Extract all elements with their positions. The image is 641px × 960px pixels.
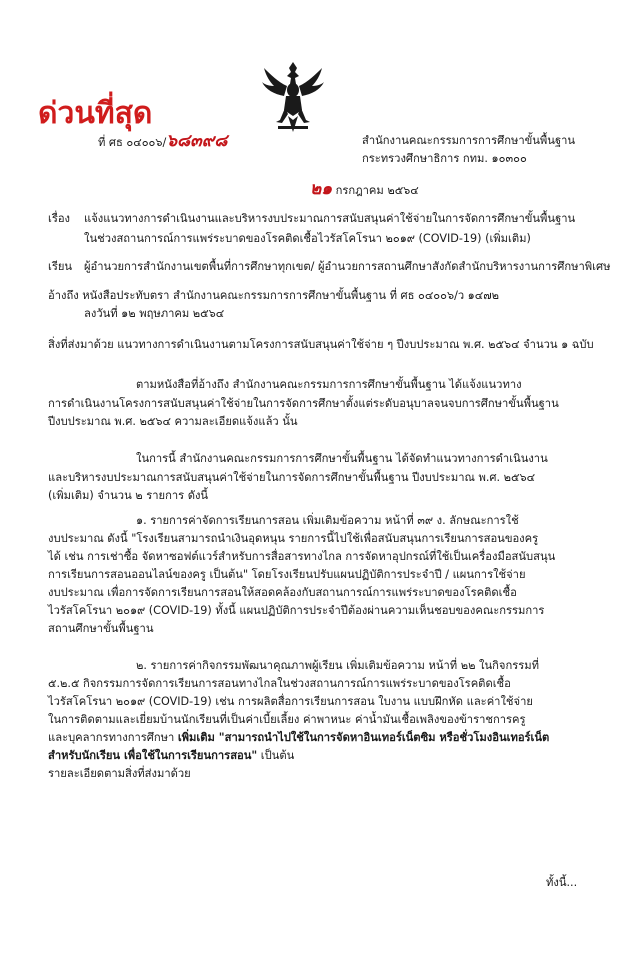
para2-line-2: และบริหารงบประมาณการสนับสนุนค่าใช้จ่ายในการจัดการศึกษาขั้นพื้นฐาน ปีงบประมาณ พ.ศ. ๒๕๖๔ [48, 471, 536, 484]
para1-line-3: ปีงบประมาณ พ.ศ. ๒๕๖๔ ความละเอียดแจ้งแล้ว นั้น [48, 415, 298, 428]
para2-line-3: (เพิ่มเติม) จำนวน ๒ รายการ ดังนี้ [48, 489, 209, 502]
item1-line-3: ได้ เช่น การเช่าซื้อ จัดหาซอฟต์แวร์สำหรับการสื่อสารทางไกล การจัดหาอุปกรณ์ที่ใช้เป็นเครื่องมือสนับสนุน [48, 550, 556, 563]
recipient-line: ผู้อำนวยการสำนักงานเขตพื้นที่การศึกษาทุกเขต/ ผู้อำนวยการสถานศึกษาสังกัดสำนักบริหารงานการศึกษาพิเศษ [84, 260, 611, 273]
item1-line-6: ไวรัสโคโรนา ๒๐๑๙ (COVID-19) ทั้งนี้ แผนปฏิบัติการประจำปีต้องผ่านความเห็นชอบของคณะกรรมการ [48, 604, 545, 617]
item2-line-5-emphasis: เพิ่มเติม "สามารถนำไปใช้ในการจัดหาอินเทอร์เน็ตซิม หรือชั่วโมงอินเทอร์เน็ต [177, 731, 550, 744]
item2-line-2: ๕.๒.๕ กิจกรรมการจัดการเรียนการสอนทางไกลในช่วงสถานการณ์การแพร่ระบาดของโรคติดเชื้อ [48, 677, 511, 690]
reference-line-2: ลงวันที่ ๑๒ พฤษภาคม ๒๕๖๔ [84, 307, 225, 320]
garuda-emblem-icon [260, 60, 326, 136]
item2-line-5 [48, 731, 549, 745]
agency-address: กระทรวงศึกษาธิการ กทม. ๑๐๓๐๐ [362, 152, 527, 165]
item1-line-4: การเรียนการสอนออนไลน์ของครู เป็นต้น" โดยโรงเรียนปรับแผนปฏิบัติการประจำปี / แผนการใช้จ่าย [48, 568, 526, 581]
date-day-handwritten: ๒๑ [310, 179, 332, 199]
para1-line-2: การดำเนินงานโครงการสนับสนุนค่าใช้จ่ายในการจัดการศึกษาตั้งแต่ระดับอนุบาลจนจบการศึกษาขั้นพื้นฐาน [48, 397, 559, 410]
subject-label: เรื่อง [48, 212, 71, 225]
agency-name: สำนักงานคณะกรรมการการศึกษาขั้นพื้นฐาน [362, 134, 576, 147]
urgency-heading: ด่วนที่สุด [38, 96, 153, 131]
item2-line-6-text: เป็นต้น [257, 749, 295, 762]
subject-line-1: แจ้งแนวทางการดำเนินงานและบริหารงบประมาณการสนับสนุนค่าใช้จ่ายในการจัดการศึกษาขั้นพื้นฐาน [84, 212, 576, 225]
enclosure-line: สิ่งที่ส่งมาด้วย แนวทางการดำเนินงานตามโครงการสนับสนุนค่าใช้จ่าย ๆ ปีงบประมาณ พ.ศ. ๒๕๖๔ จำนวน ๑ ฉบับ [48, 338, 594, 351]
item2-line-4: ในการติดตามและเยี่ยมบ้านนักเรียนที่เป็นค่าเบี้ยเลี้ยง ค่าพาหนะ ค่าน้ำมันเชื้อเพลิงของข้าราชการครู [48, 713, 526, 726]
item2-line-6 [48, 749, 294, 763]
closing-continuation: ทั้งนี้... [546, 876, 578, 889]
reference-line-1: อ้างถึง หนังสือประทับตรา สำนักงานคณะกรรมการการศึกษาขั้นพื้นฐาน ที่ ศธ ๐๔๐๐๖/ว ๑๔๗๒ [48, 289, 500, 302]
document-number-prefix: ที่ ศธ ๐๔๐๐๖/ [98, 136, 167, 149]
document-number-handwritten: ๖๘๓๙๘ [166, 131, 228, 151]
document-number [98, 131, 228, 151]
recipient-label: เรียน [48, 260, 73, 273]
item2-line-1: ๒. รายการค่ากิจกรรมพัฒนาคุณภาพผู้เรียน เพิ่มเติมข้อความ หน้าที่ ๒๒ ในกิจกรรมที่ [136, 659, 540, 672]
item2-line-6-emphasis: สำหรับนักเรียน เพื่อใช้ในการเรียนการสอน" [48, 749, 258, 762]
item2-line-7: รายละเอียดตามสิ่งที่ส่งมาด้วย [48, 767, 191, 780]
item1-line-2: งบประมาณ ดังนี้ "โรงเรียนสามารถนำเงินอุดหนุน รายการนี้ไปใช้เพื่อสนับสนุนการเรียนการสอนของครู [48, 532, 539, 545]
date-month-year: กรกฎาคม ๒๕๖๔ [335, 184, 419, 197]
item1-line-1: ๑. รายการค่าจัดการเรียนการสอน เพิ่มเติมข้อความ หน้าที่ ๓๙ ง. ลักษณะการใช้ [136, 514, 519, 527]
para1-line-1: ตามหนังสือที่อ้างถึง สำนักงานคณะกรรมการการศึกษาขั้นพื้นฐาน ได้แจ้งแนวทาง [136, 378, 522, 391]
item2-line-5-text: และบุคลากรทางการศึกษา [48, 731, 178, 744]
item1-line-7: สถานศึกษาขั้นพื้นฐาน [48, 622, 154, 635]
item2-line-3: ไวรัสโคโรนา ๒๐๑๙ (COVID-19) เช่น การผลิตสื่อการเรียนการสอน ใบงาน แบบฝึกหัด และค่าใช้จ่าย [48, 695, 533, 708]
document-date [310, 179, 419, 199]
subject-line-2: ในช่วงสถานการณ์การแพร่ระบาดของโรคติดเชื้อไวรัสโคโรนา ๒๐๑๙ (COVID-19) (เพิ่มเติม) [84, 232, 531, 245]
item1-line-5: งบประมาณ เพื่อการจัดการเรียนการสอนให้สอดคล้องกับสถานการณ์การแพร่ระบาดของโรคติดเชื้อ [48, 586, 517, 599]
para2-line-1: ในการนี้ สำนักงานคณะกรรมการการศึกษาขั้นพื้นฐาน ได้จัดทำแนวทางการดำเนินงาน [136, 452, 548, 465]
